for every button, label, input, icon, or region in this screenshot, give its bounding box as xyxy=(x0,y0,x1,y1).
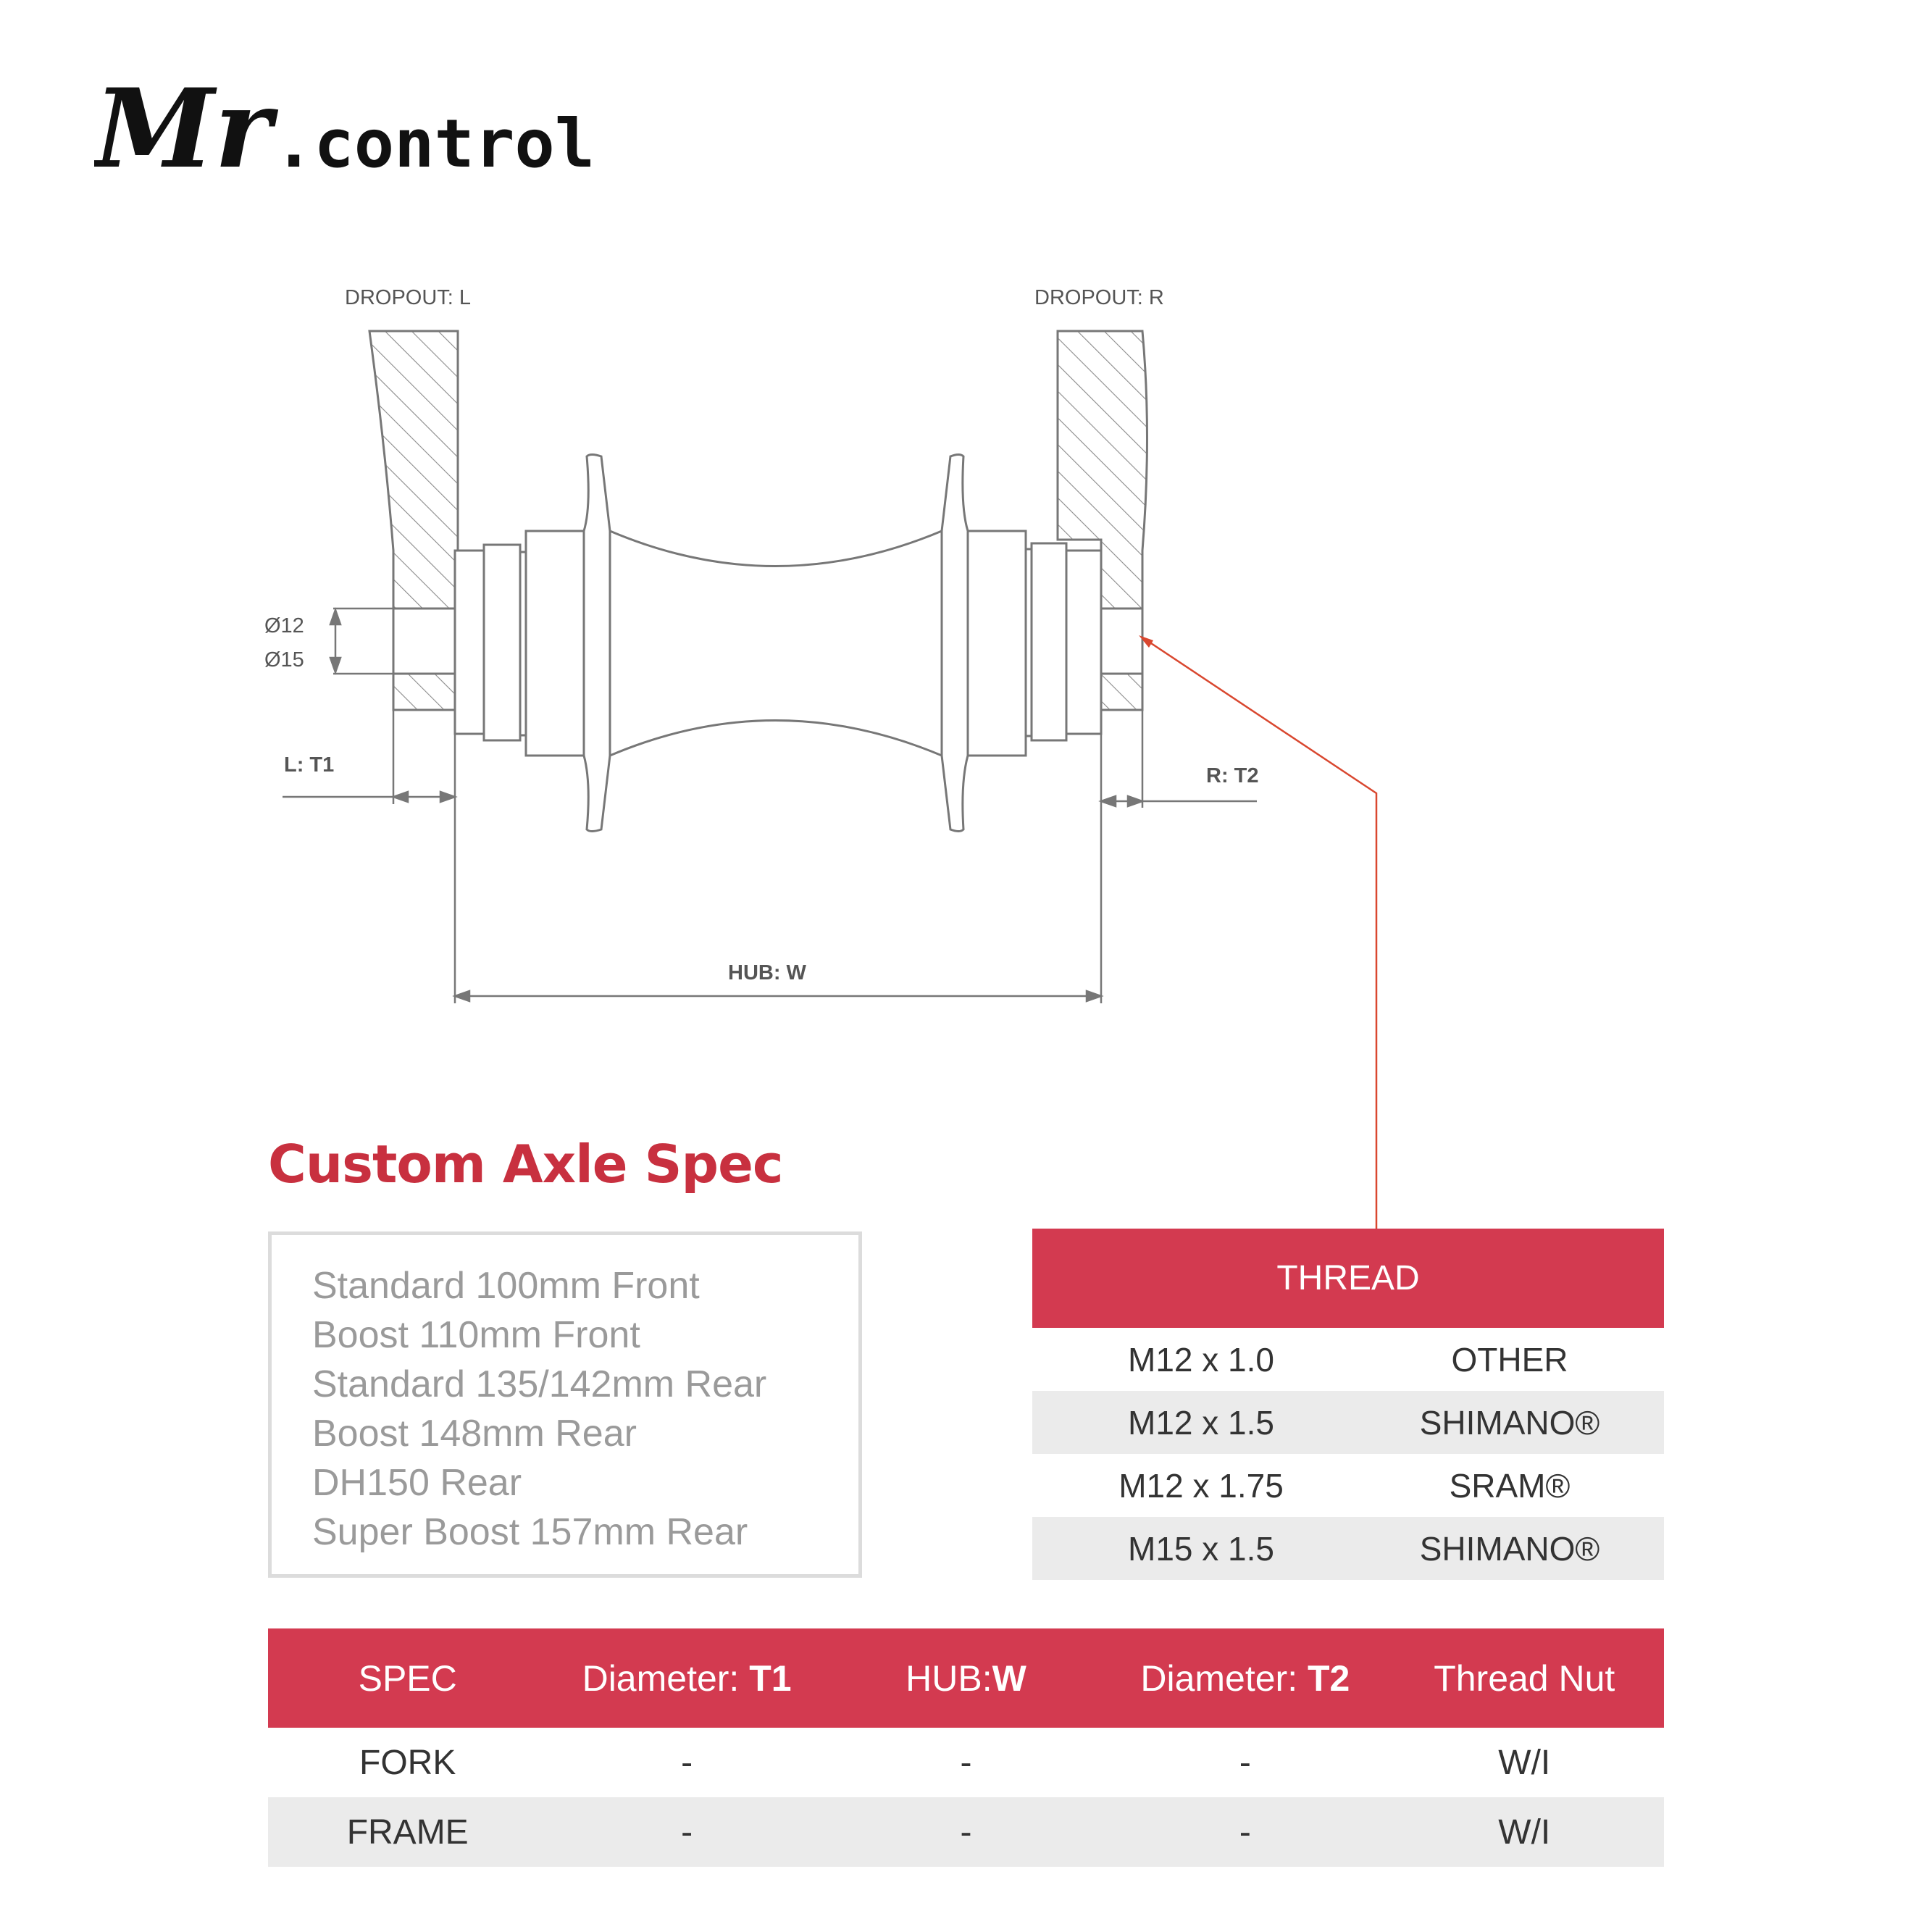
thread-brand: SRAM® xyxy=(1449,1466,1571,1505)
header-t2-bold: T2 xyxy=(1308,1657,1350,1699)
label-hub-w: HUB: W xyxy=(728,961,806,984)
label-dropout-right: DROPOUT: R xyxy=(1034,286,1164,309)
spec-item: Super Boost 157mm Rear xyxy=(312,1511,748,1553)
label-diameter-15: Ø15 xyxy=(264,648,304,672)
header-t1-prefix: Diameter: xyxy=(582,1657,750,1699)
spec-item: DH150 Rear xyxy=(312,1462,522,1504)
logo-wordmark: .control xyxy=(274,105,595,183)
thread-table xyxy=(1032,1229,1664,1580)
thread-size: M12 x 1.5 xyxy=(1128,1403,1274,1442)
table-row xyxy=(268,1797,1664,1867)
cell-hub: - xyxy=(960,1743,972,1782)
header-hub-prefix: HUB: xyxy=(906,1657,992,1699)
thread-brand: SHIMANO® xyxy=(1419,1403,1600,1442)
header-hub-bold: W xyxy=(992,1657,1026,1699)
label-dropout-left: DROPOUT: L xyxy=(345,286,472,309)
thread-size: M12 x 1.0 xyxy=(1128,1340,1274,1379)
dropout-left xyxy=(369,331,458,710)
spec-item: Boost 110mm Front xyxy=(312,1314,640,1356)
header-spec: SPEC xyxy=(358,1657,457,1699)
cell-nut: W/I xyxy=(1498,1812,1551,1852)
cell-spec: FORK xyxy=(359,1743,456,1782)
cell-t2: - xyxy=(1239,1812,1251,1852)
table-row xyxy=(1032,1517,1664,1580)
cell-hub: - xyxy=(960,1812,972,1852)
logo-script: Mr xyxy=(94,72,272,188)
cell-t2: - xyxy=(1239,1743,1251,1782)
spec-item: Boost 148mm Rear xyxy=(312,1413,637,1455)
thread-brand: SHIMANO® xyxy=(1419,1529,1600,1568)
cell-spec: FRAME xyxy=(346,1812,469,1852)
thread-size: M12 x 1.75 xyxy=(1118,1466,1284,1505)
cell-t1: - xyxy=(681,1812,693,1852)
header-t1-bold: T1 xyxy=(749,1657,792,1699)
thread-table-header xyxy=(1032,1229,1664,1328)
thread-size: M15 x 1.5 xyxy=(1128,1529,1274,1568)
header-diameter-t2 xyxy=(1105,1657,1384,1699)
spec-table-header xyxy=(268,1628,1664,1728)
thread-header-label: THREAD xyxy=(1276,1259,1420,1297)
label-diameter-12: Ø12 xyxy=(264,614,304,637)
axle-standards-box xyxy=(268,1231,862,1578)
spec-table xyxy=(268,1628,1664,1867)
header-diameter-t1 xyxy=(547,1657,826,1699)
hub-body xyxy=(455,455,1101,832)
table-row xyxy=(268,1728,1664,1797)
label-l-t1: L: T1 xyxy=(284,753,335,777)
label-r-t2: R: T2 xyxy=(1206,764,1259,787)
cell-nut: W/I xyxy=(1498,1743,1551,1782)
spec-item: Standard 100mm Front xyxy=(312,1265,700,1307)
table-row xyxy=(1032,1328,1664,1391)
table-row xyxy=(1032,1454,1664,1517)
spec-item: Standard 135/142mm Rear xyxy=(312,1363,767,1405)
table-row xyxy=(1032,1391,1664,1454)
cell-t1: - xyxy=(681,1743,693,1782)
header-thread-nut: Thread Nut xyxy=(1434,1657,1615,1699)
thread-leader-line xyxy=(1139,635,1376,1231)
thread-brand: OTHER xyxy=(1451,1340,1568,1379)
section-title: Custom Axle Spec xyxy=(268,1134,783,1195)
header-hub-w xyxy=(827,1657,1105,1699)
header-t2-prefix: Diameter: xyxy=(1140,1657,1308,1699)
